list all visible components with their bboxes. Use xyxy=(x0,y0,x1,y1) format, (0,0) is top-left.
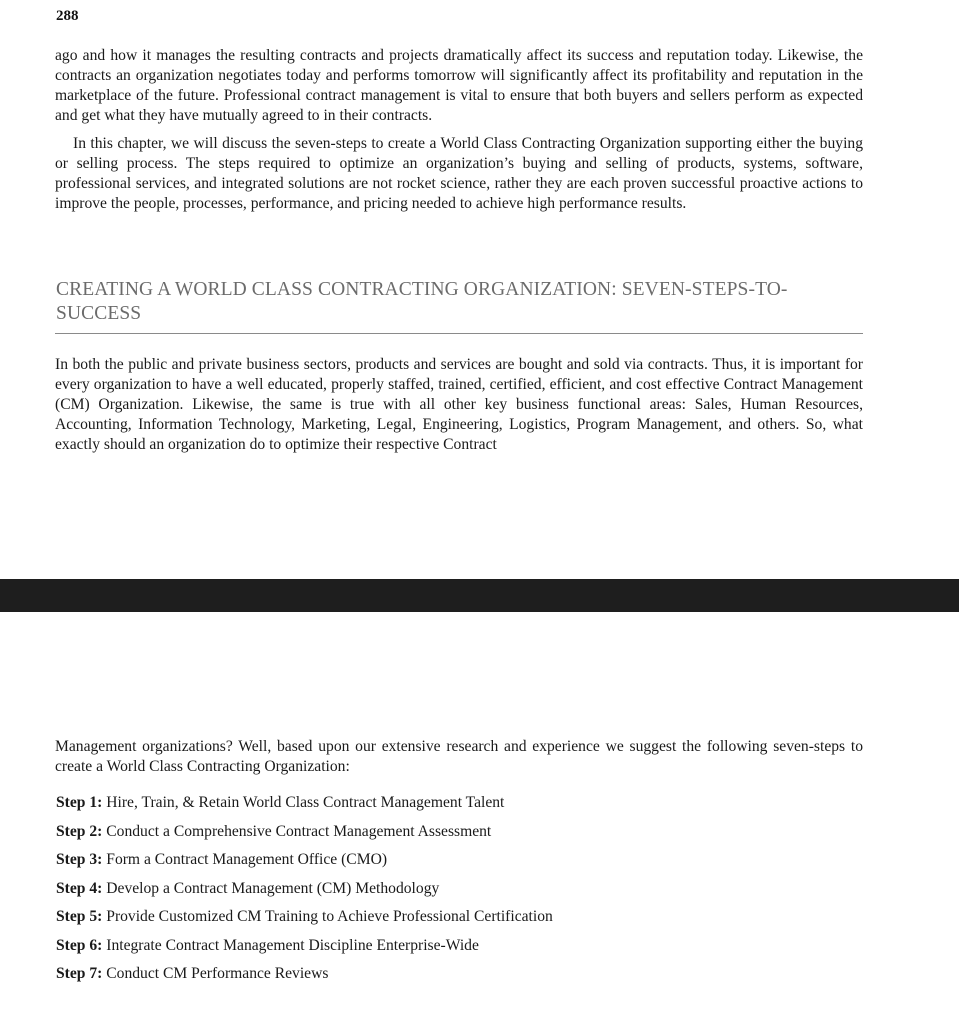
step-text: Integrate Contract Management Discipline Enterprise-Wide xyxy=(106,936,479,954)
step-text: Conduct CM Performance Reviews xyxy=(106,965,329,982)
step-text: Conduct a Comprehensive Contract Management Assessment xyxy=(106,822,492,840)
step-item xyxy=(56,821,856,850)
paragraph-page-continuation: Management organizations? Well, based upon our extensive research and experience we suggest the following seven-steps to create a World Class Contracting Organization: xyxy=(55,738,863,775)
step-item xyxy=(56,792,856,821)
step-label: Step 7: xyxy=(56,965,103,982)
step-text: Form a Contract Management Office (CMO) xyxy=(106,851,388,868)
step-text: Provide Customized CM Training to Achieve Professional Certification xyxy=(106,908,553,925)
step-label: Step 2: xyxy=(56,822,103,840)
step-label: Step 1: xyxy=(56,794,103,811)
step-label: Step 5: xyxy=(56,908,103,925)
paragraph-intro-continuation: ago and how it manages the resulting contracts and projects dramatically affect its success and reputation today. Likewise, the contracts an organization negotiates today and performs tomorrow will significantly affect its profitability and reputation in the marketplace of the future. Professional contract management is vital to ensure that both buyers and sellers perform as expected and get what they have mutually agreed to in their contracts. xyxy=(55,47,863,124)
page-number: 288 xyxy=(56,8,79,24)
section-divider xyxy=(55,333,863,334)
step-label: Step 6: xyxy=(56,936,103,954)
step-label: Step 4: xyxy=(56,879,103,897)
step-item xyxy=(56,963,856,992)
step-text: Hire, Train, & Retain World Class Contract Management Talent xyxy=(106,794,505,811)
paragraph-section-body: In both the public and private business sectors, products and services are bought and sold via contracts. Thus, it is important for every organization to have a well educated, properly staffed, trained, certified, efficient, and cost effective Contract Management (CM) Organization. Likewise, the same is true with all other key business functional areas: Sales, Human Resources, Accounting, Information Technology, Marketing, Legal, Engineering, Logistics, Program Management, and others. So, what exactly should an organization do to optimize their respective Contract xyxy=(55,356,863,453)
page-break-bar xyxy=(0,579,959,612)
step-item xyxy=(56,935,856,964)
step-item xyxy=(56,878,856,907)
section-heading: CREATING A WORLD CLASS CONTRACTING ORGANIZATION: SEVEN-STEPS-TO-SUCCESS xyxy=(56,279,788,324)
step-label: Step 3: xyxy=(56,851,103,868)
step-item xyxy=(56,849,856,878)
paragraph-chapter-overview: In this chapter, we will discuss the seven-steps to create a World Class Contracting Organization supporting either the buying or selling process. The steps required to optimize an organization’s buying and selling of products, systems, software, professional services, and integrated solutions are not rocket science, rather they are each proven successful proactive actions to improve the people, processes, performance, and pricing needed to achieve high performance results. xyxy=(55,135,863,212)
step-item xyxy=(56,906,856,935)
steps-list xyxy=(56,792,856,992)
step-text: Develop a Contract Management (CM) Methodology xyxy=(106,879,440,897)
